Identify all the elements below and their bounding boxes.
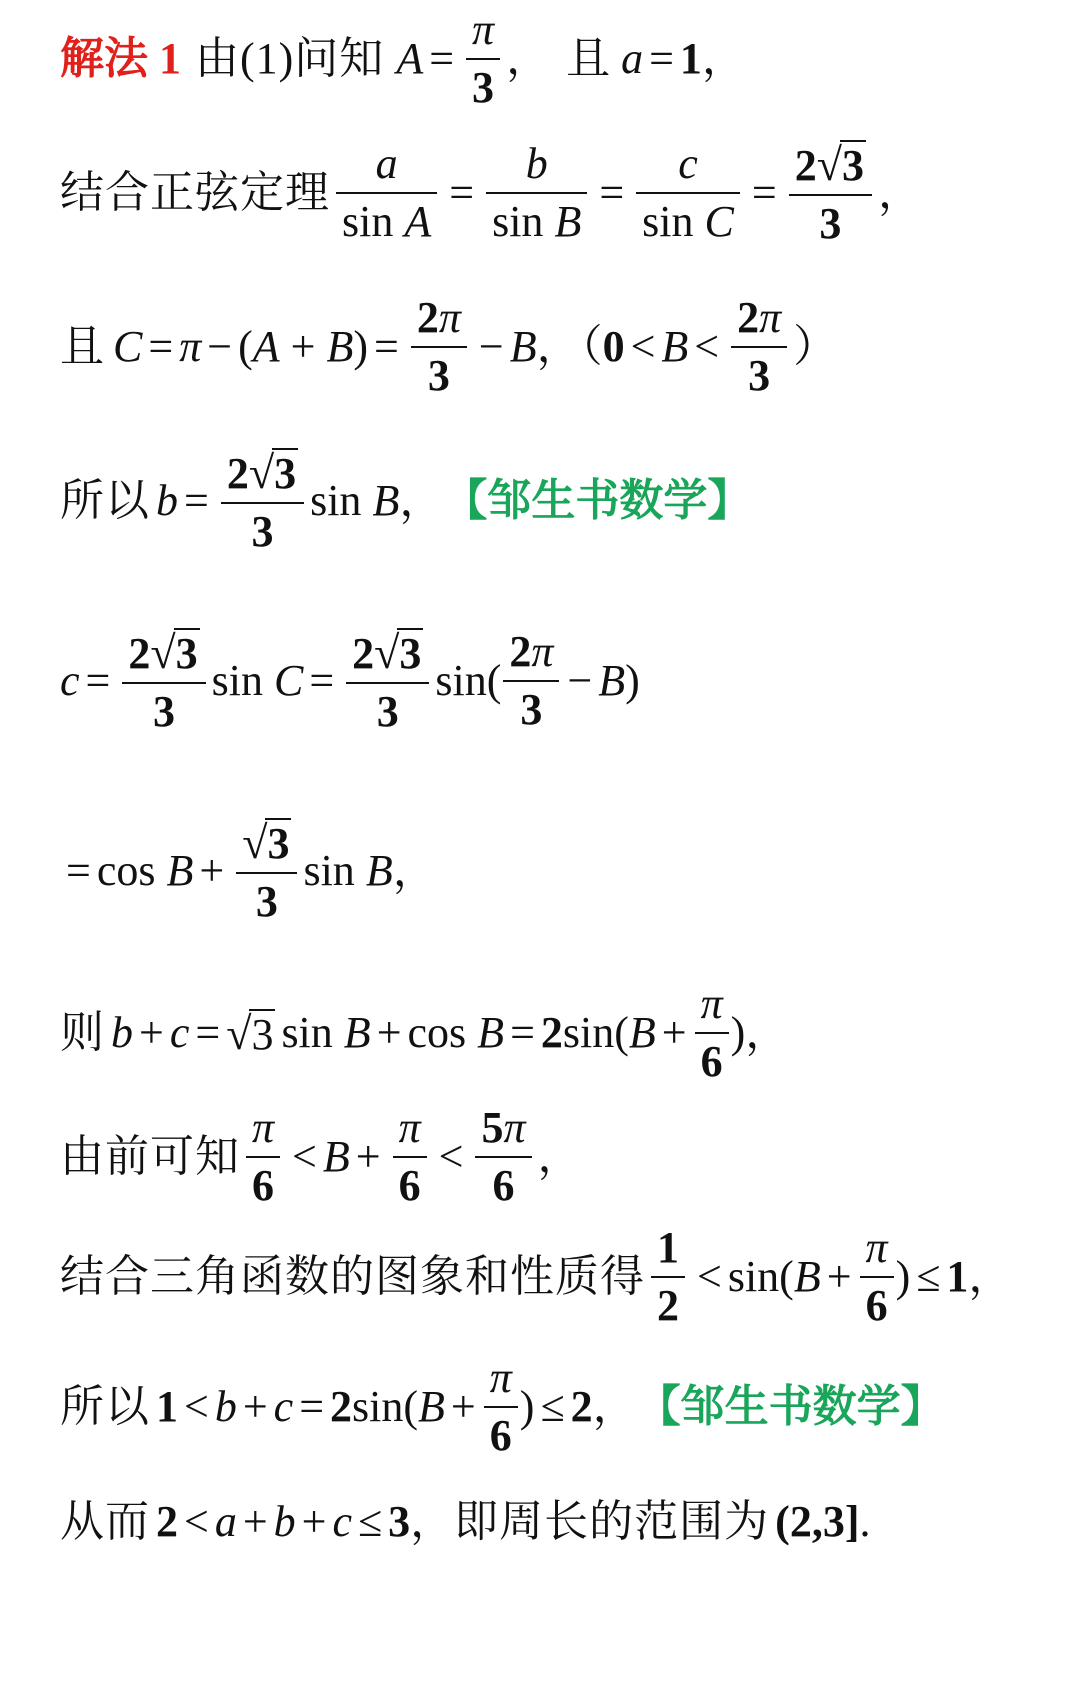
solution-line-6: = cos B + √ 3 3 sin B ， xyxy=(66,817,437,926)
solution-line-11: 从而 2 < a + b + c ≤ 3 ， 即周长的范围为 (2,3] . xyxy=(60,1497,871,1546)
watermark-tag-2: 【邹生书数学】 xyxy=(636,1382,945,1431)
solution-line-9: 结合三角函数的图象和性质得 $\frac{1}{2}$ < sin(B + $\frac{\pi}{6}$ ) ≤ 1 ， xyxy=(60,1223,1013,1330)
solution-line-4: 所以 b = 2 √ 3 3 sin B ， 【邹生书数学】 xyxy=(60,447,752,556)
solution-line-8: 由前可知 $\frac{\pi}{6}$ < B + $\frac{\pi}{6}$ < $\frac{5\pi}{6}$ ， xyxy=(60,1103,582,1210)
solution-line-5: c = 2 √ 3 3 sin C = 2 √ 3 3 sin( $\frac{2\pi}{3}$ − B ) xyxy=(60,627,640,736)
watermark-tag: 【邹生书数学】 xyxy=(443,476,752,525)
solution-line-7: 则 b + c = √ 3 sin B + cos B = 2 sin(B + $\frac{\pi}{6}$ )， xyxy=(60,979,790,1086)
solution-line-2: 结合正弦定理 $\frac{a}{\text{sin A}}$ = $\frac{b}{\text{sin B}}$ = $\frac{c}{\text{sin C}}$ = 2 √ 3 3 ， xyxy=(60,139,922,248)
solution-line-10: 所以 1 < b + c = 2 sin(B + $\frac{\pi}{6}$ ) ≤ 2 ， 【邹生书数学】 xyxy=(60,1353,945,1460)
solution-line-1: 解法 1 由(1)问知 A = $\frac{\pi}{3}$ ， 且 a = 1 ， xyxy=(60,5,746,112)
solution-line-3: 且 C = π − (A + B) = $\frac{2\pi}{3}$ − B ，（ 0 < B < $\frac{2\pi}{3}$ ） xyxy=(60,293,838,400)
line-1-text: 由(1)问知 xyxy=(195,34,385,83)
solution-label: 解法 1 xyxy=(60,34,181,83)
